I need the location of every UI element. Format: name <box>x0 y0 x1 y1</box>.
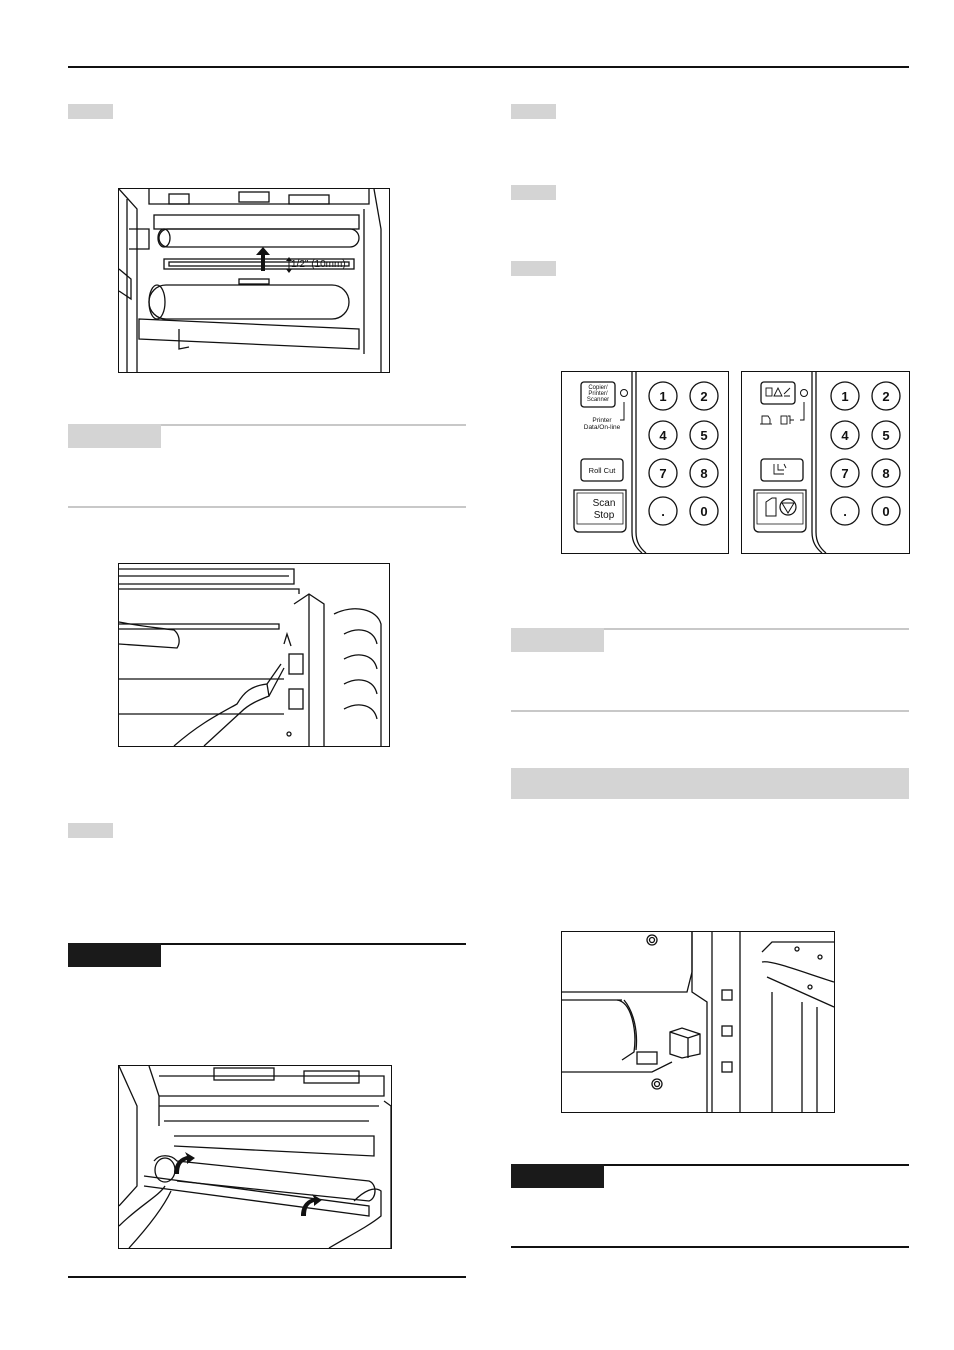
side-panel-illustration <box>562 932 834 1112</box>
mode-line-2: Printer/ <box>588 391 608 397</box>
document-icon <box>766 498 776 516</box>
note-top-rule <box>161 424 466 426</box>
caution-top-rule <box>604 1164 909 1166</box>
operation-panel-left-illustration <box>562 372 728 553</box>
mode-line-1: Copier/ <box>588 385 608 391</box>
section-heading-bar <box>511 768 909 799</box>
figure-roll-loading <box>118 1065 392 1249</box>
figure-cleaning <box>118 563 390 747</box>
scan-stop-icon-button[interactable] <box>754 490 806 532</box>
key-dot-label: . <box>843 504 847 519</box>
roller-gap-illustration <box>119 189 389 372</box>
printer-label-2: Data/On-line <box>583 424 621 431</box>
roll-cut-label: Roll Cut <box>588 466 616 475</box>
roll-cut-icon <box>774 464 786 474</box>
key-dot-label: . <box>661 504 665 519</box>
printer-data-icon <box>760 416 794 424</box>
left-bottom-rule <box>68 1276 466 1278</box>
step-tab <box>511 261 556 276</box>
figure-roller-gap <box>118 188 390 373</box>
key-0-label: 0 <box>882 504 890 519</box>
scan-stop-line-1: Scan <box>592 498 616 509</box>
roll-loading-illustration <box>119 1066 391 1248</box>
key-1-label: 1 <box>841 389 849 404</box>
mode-icon <box>766 388 790 396</box>
numeric-keypad-left <box>649 382 718 525</box>
caution-label-tab <box>511 1164 604 1188</box>
scan-stop-line-2: Stop <box>593 510 615 521</box>
step-tab <box>511 185 556 200</box>
key-5-label: 5 <box>700 428 708 443</box>
caution-label-tab <box>68 943 161 967</box>
step-tab <box>511 104 556 119</box>
step-tab <box>68 104 113 119</box>
cleaning-illustration <box>119 564 389 746</box>
dimension-label: 1/2" (10mm) <box>291 259 346 270</box>
key-0-label: 0 <box>700 504 708 519</box>
printer-label-1: Printer <box>592 417 612 424</box>
key-8-label: 8 <box>700 466 708 481</box>
numeric-keypad-right <box>831 382 900 525</box>
note-bottom-rule <box>68 506 466 508</box>
operation-panel-right <box>741 371 910 554</box>
note-top-rule <box>604 628 909 630</box>
note-label-tab <box>68 424 161 448</box>
figure-side-panel <box>561 931 835 1113</box>
note-label-tab <box>511 628 604 652</box>
key-2-label: 2 <box>882 389 890 404</box>
caution-top-rule <box>161 943 466 945</box>
key-5-label: 5 <box>882 428 890 443</box>
step-tab <box>68 823 113 838</box>
header-rule <box>68 66 909 68</box>
key-8-label: 8 <box>882 466 890 481</box>
key-4-label: 4 <box>841 428 849 443</box>
operation-panel-right-illustration <box>742 372 909 553</box>
key-4-label: 4 <box>659 428 667 443</box>
mode-line-3: Scanner <box>586 397 610 403</box>
key-7-label: 7 <box>659 466 667 481</box>
key-1-label: 1 <box>659 389 667 404</box>
key-7-label: 7 <box>841 466 849 481</box>
key-2-label: 2 <box>700 389 708 404</box>
note-bottom-rule <box>511 710 909 712</box>
right-bottom-rule <box>511 1246 909 1248</box>
operation-panel-left <box>561 371 729 554</box>
